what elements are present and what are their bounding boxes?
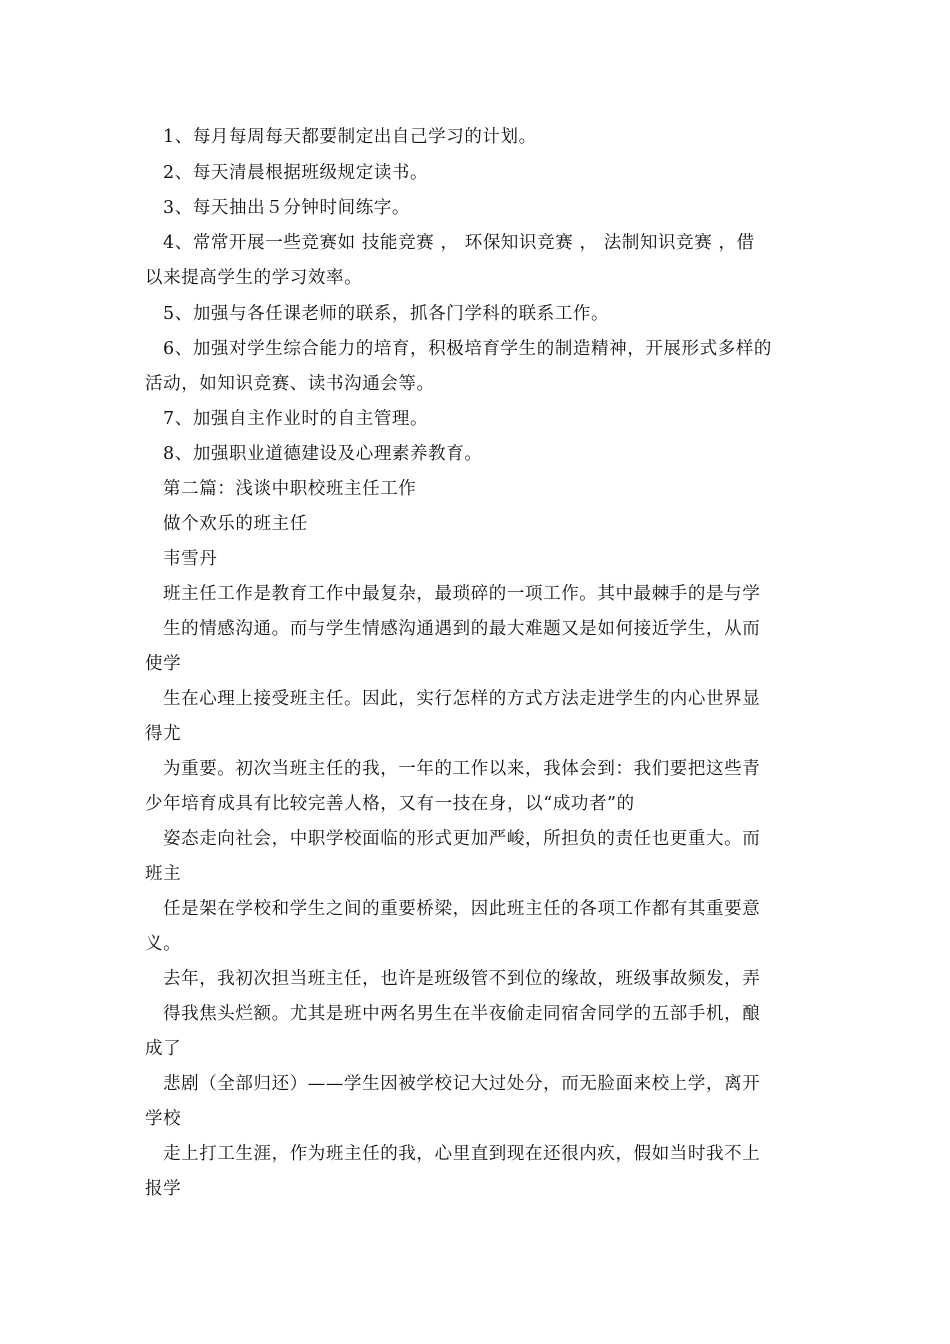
section-heading: 第二篇：浅谈中职校班主任工作: [163, 479, 417, 499]
article-author: 韦雪丹: [163, 549, 218, 569]
body-line: 姿态走向社会，中职学校面临的形式更加严峻，所担负的责任也更重大。而: [163, 829, 761, 849]
list-item-7: 7、加强自主作业时的自主管理。: [163, 409, 429, 429]
list-item-4: 4、常常开展一些竞赛如 技能竞赛 ， 环保知识竞赛 ， 法制知识竞赛 ，借: [163, 233, 755, 253]
body-line: 得我焦头烂额。尤其是班中两名男生在半夜偷走同宿舍同学的五部手机，酿: [163, 1004, 761, 1024]
body-line: 使学: [145, 654, 182, 674]
body-line: 任是架在学校和学生之间的重要桥梁，因此班主任的各项工作都有其重要意: [163, 899, 761, 919]
body-line: 成了: [145, 1039, 182, 1059]
body-line: 去年，我初次担当班主任，也许是班级管不到位的缘故，班级事故频发，弄: [163, 969, 761, 989]
body-line: 义。: [145, 934, 182, 954]
body-line: 生在心理上接受班主任。因此，实行怎样的方式方法走进学生的内心世界显: [163, 689, 761, 709]
body-line: 为重要。初次当班主任的我，一年的工作以来，我体会到：我们要把这些青: [163, 759, 761, 779]
list-item-8: 8、加强职业道德建设及心理素养教育。: [163, 444, 483, 464]
list-item-6-continued: 活动，如知识竞赛、读书沟通会等。: [145, 374, 435, 394]
body-line: 悲剧（全部归还）——学生因被学校记大过处分，而无脸面来校上学，离开: [163, 1074, 761, 1094]
body-line: 班主: [145, 864, 182, 884]
list-item-6: 6、加强对学生综合能力的培育，积极培育学生的制造精神，开展形式多样的: [163, 339, 773, 359]
article-title: 做个欢乐的班主任: [163, 514, 308, 534]
body-line: 得尤: [145, 724, 182, 744]
body-line: 生的情感沟通。而与学生情感沟通遇到的最大难题又是如何接近学生，从而: [163, 619, 761, 639]
body-line: 报学: [145, 1179, 182, 1199]
body-line: 班主任工作是教育工作中最复杂，最琐碎的一项工作。其中最棘手的是与学: [163, 584, 761, 604]
body-line: 少年培育成具有比较完善人格，又有一技在身，以“成功者”的: [145, 794, 635, 814]
body-line: 学校: [145, 1109, 182, 1129]
list-item-1: 1、每月每周每天都要制定出自己学习的计划。: [163, 127, 537, 147]
list-item-4-continued: 以来提高学生的学习效率。: [145, 268, 363, 288]
list-item-3: 3、每天抽出５分钟时间练字。: [163, 198, 411, 218]
list-item-2: 2、每天清晨根据班级规定读书。: [163, 163, 429, 183]
body-line: 走上打工生涯，作为班主任的我，心里直到现在还很内疚，假如当时我不上: [163, 1144, 761, 1164]
list-item-5: 5、加强与各任课老师的联系，抓各门学科的联系工作。: [163, 304, 610, 324]
